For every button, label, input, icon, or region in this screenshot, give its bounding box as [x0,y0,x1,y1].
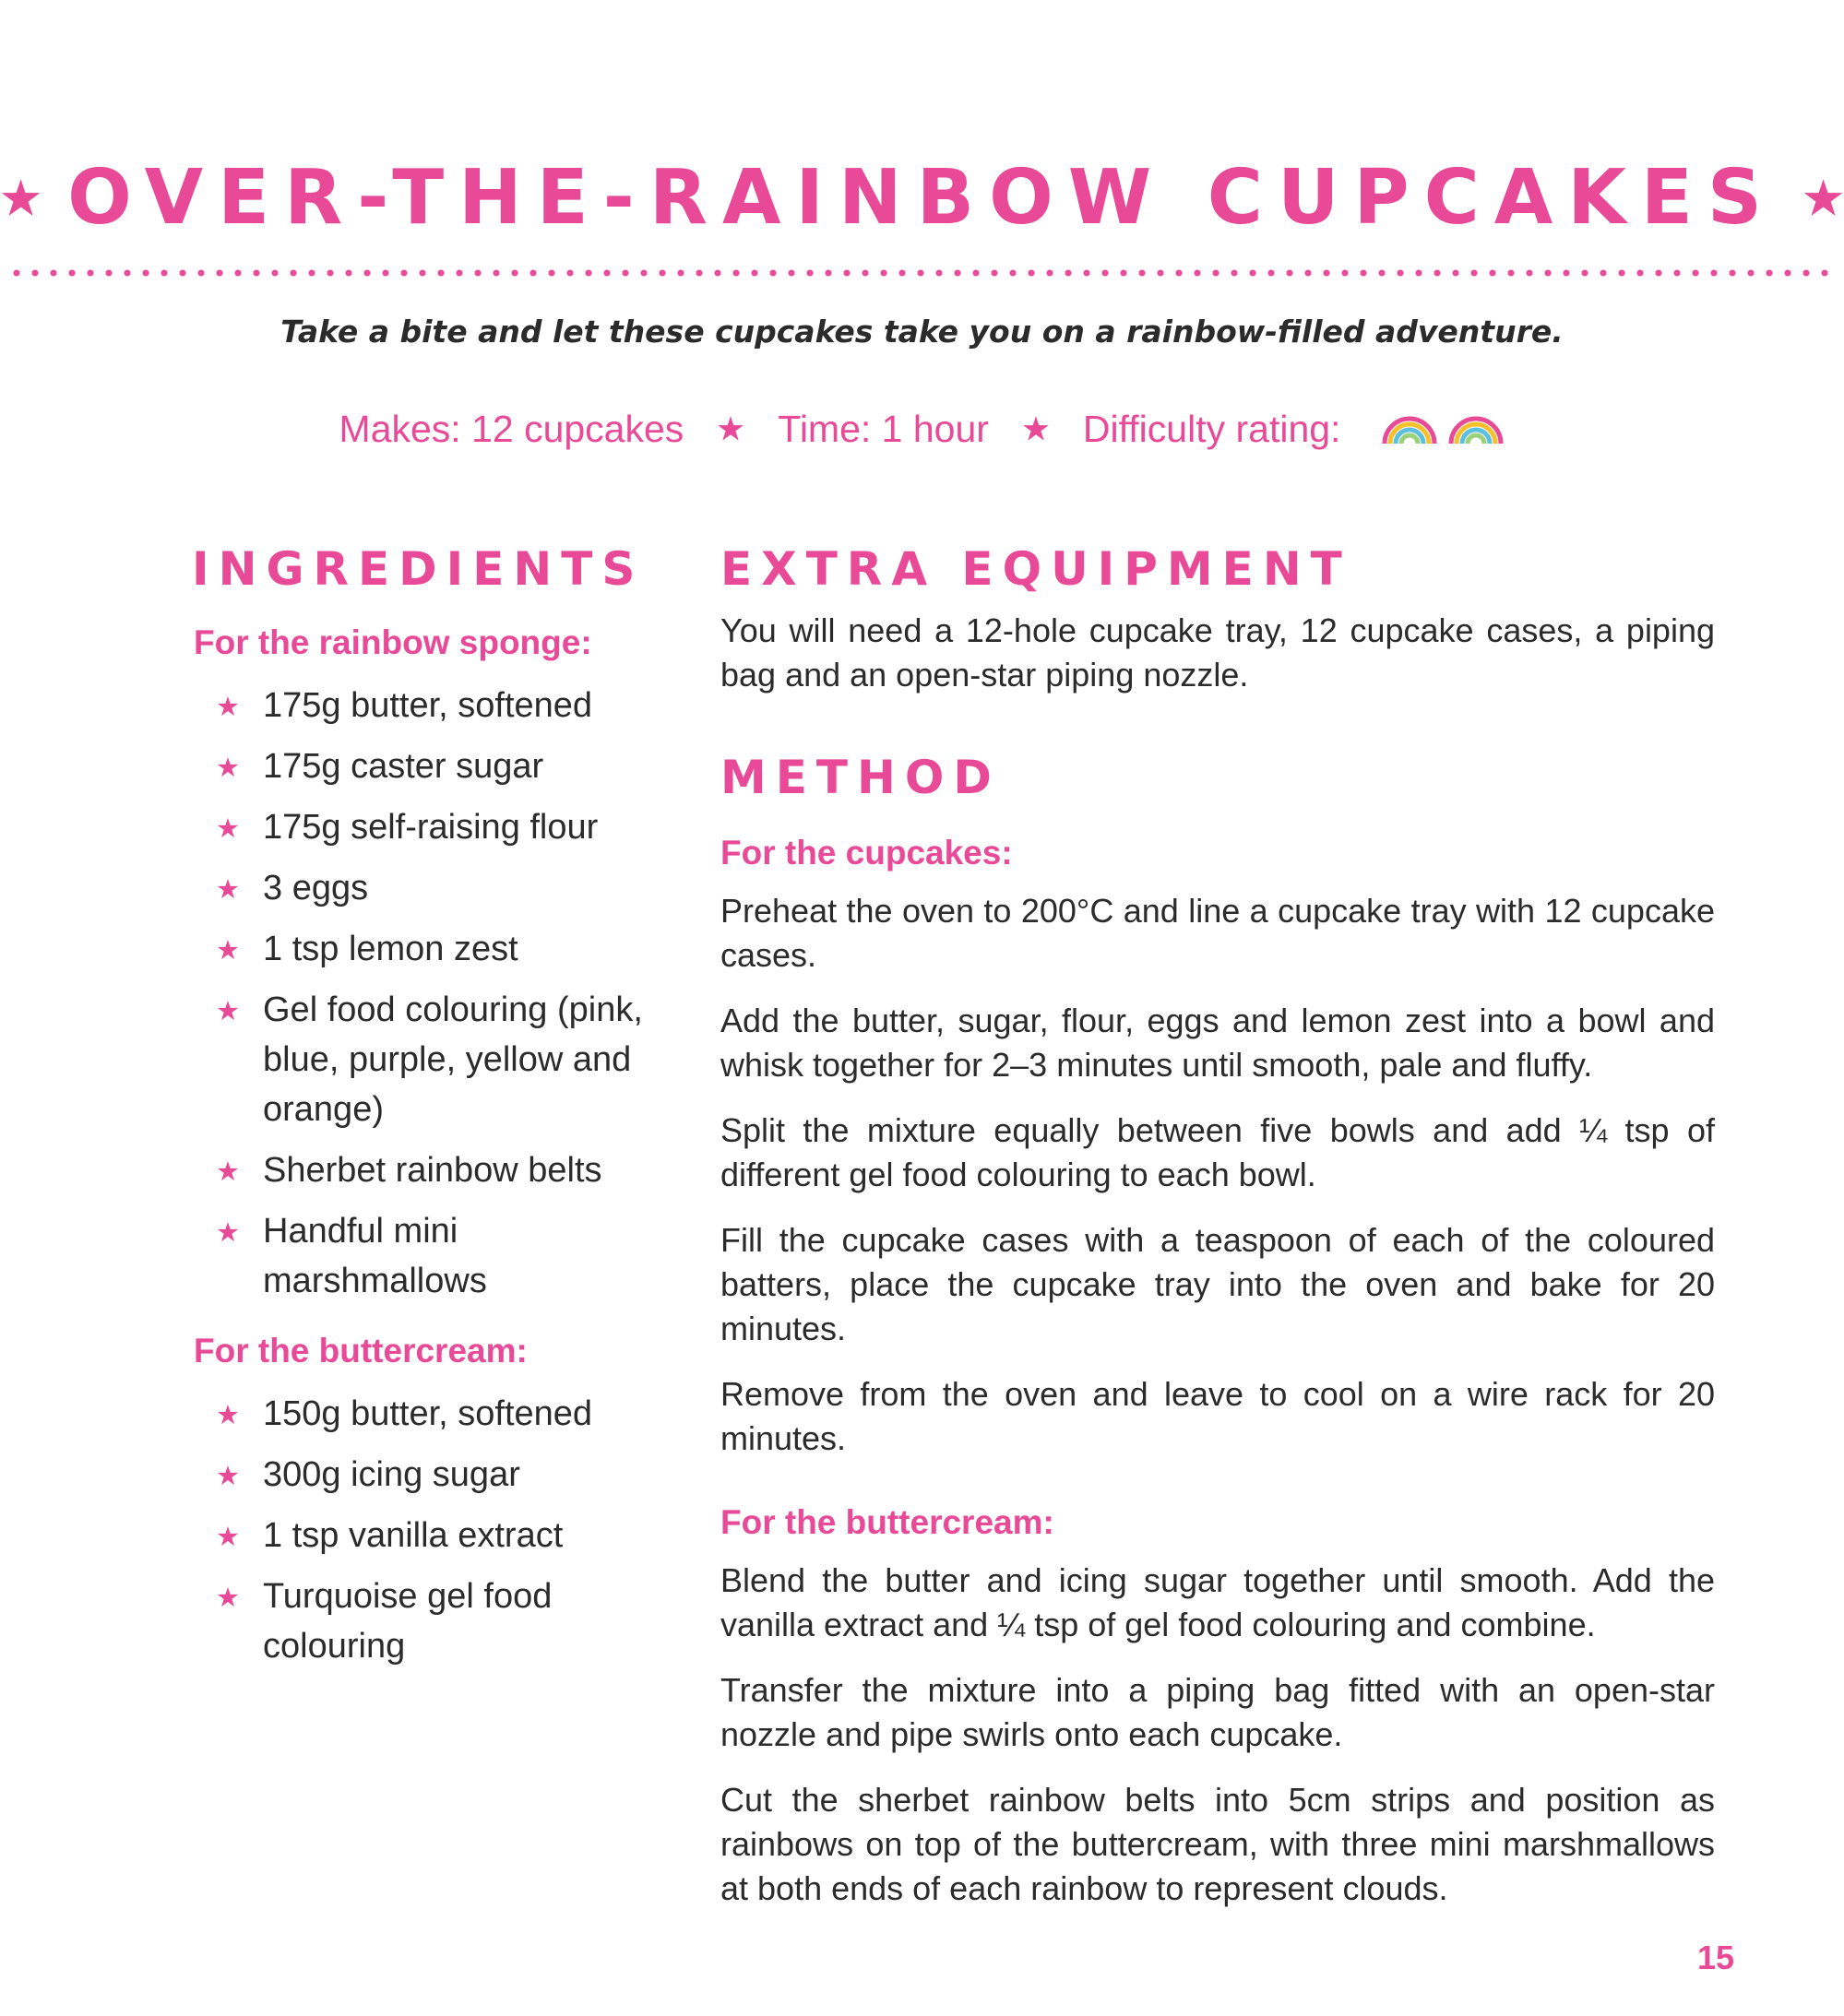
ingredient-text: 1 tsp lemon zest [263,930,518,968]
ingredient-text: 300g icing sugar [263,1455,520,1494]
method-step: Cut the sherbet rainbow belts into 5cm strips and position as rainbows on top of the buttercream, with three mini marshmallows at both ends of each rainbow to represent clouds. [720,1781,1715,1907]
title-row [0,148,1844,249]
time-label: Time: 1 hour [778,407,989,450]
sponge-heading: For the rainbow sponge: [194,623,592,661]
page-number: 15 [1696,1939,1734,1976]
buttercream-method-heading: For the buttercream: [720,1503,1054,1541]
method-step: Blend the butter and icing sugar together until smooth. Add the vanilla extract and ¼ tsp of gel food colouring and combine. [720,1561,1715,1643]
star-icon [717,415,744,443]
equipment-text: You will need a 12-hole cupcake tray, 12 cupcake cases, a piping bag and an open-star piping nozzle. [720,611,1715,694]
rainbow-icon [1381,412,1438,445]
ingredient-item [215,924,648,974]
ingredient-text: 3 eggs [263,869,369,907]
ingredients-heading: INGREDIENTS [192,542,645,596]
ingredient-text: 175g caster sugar [263,747,544,786]
ingredient-text: 1 tsp vanilla extract [263,1516,564,1555]
ingredient-item [215,1571,648,1671]
ingredient-text: Gel food colouring (pink, blue, purple, yellow and orange) [263,990,643,1129]
rainbow-icon [1447,412,1505,445]
cupcakes-method-steps [720,889,1715,1482]
star-icon [217,1160,239,1182]
page-title: OVER-THE-RAINBOW CUPCAKES [67,154,1777,242]
difficulty-rating [1381,412,1505,445]
equipment-heading: EXTRA EQUIPMENT [720,542,1351,596]
ingredient-item [215,681,648,730]
buttercream-ingredients-heading: For the buttercream: [194,1332,528,1370]
recipe-meta [0,398,1844,459]
method-step: Add the butter, sugar, flour, eggs and lemon zest into a bowl and whisk together for 2–3 minutes until smooth, pale and fluffy. [720,1002,1715,1084]
buttercream-method-steps [720,1559,1715,1932]
ingredient-item [215,1450,648,1500]
star-icon [217,695,239,717]
ingredient-item [215,802,648,852]
star-icon [217,939,239,961]
star-icon [217,1465,239,1487]
star-icon [217,878,239,900]
ingredient-item [215,1511,648,1560]
star-icon [217,1586,239,1608]
buttercream-ingredient-list [215,1389,648,1682]
tagline: Take a bite and let these cupcakes take you on a rainbow-filled adventure. [280,314,1564,350]
ingredient-item [215,1206,648,1306]
cupcakes-method-heading: For the cupcakes: [720,834,1013,872]
ingredient-text: Sherbet rainbow belts [263,1151,602,1190]
ingredient-item [215,985,648,1134]
difficulty-label: Difficulty rating: [1082,407,1341,450]
ingredient-text: Handful mini marshmallows [263,1212,487,1300]
sponge-ingredient-list [215,681,648,1317]
method-step: Split the mixture equally between five bowls and add ¼ tsp of different gel food colouring to each bowl. [720,1111,1715,1193]
ingredient-item [215,1389,648,1439]
star-icon [217,1525,239,1548]
star-icon [1022,415,1050,443]
method-step: Remove from the oven and leave to cool on a wire rack for 20 minutes. [720,1375,1715,1457]
star-icon [0,169,42,228]
ingredient-text: 175g self-raising flour [263,808,599,847]
method-heading: METHOD [720,751,1001,804]
star-icon [217,1221,239,1243]
star-icon [217,1404,239,1426]
ingredient-item [215,863,648,913]
ingredient-item [215,1145,648,1195]
ingredient-text: 175g butter, softened [263,686,593,725]
method-step: Transfer the mixture into a piping bag fitted with an open-star nozzle and pipe swirls onto each cupcake. [720,1671,1715,1753]
dotted-divider [7,267,1838,279]
star-icon [217,1000,239,1022]
makes-label: Makes: 12 cupcakes [339,407,684,450]
ingredient-text: 150g butter, softened [263,1394,593,1433]
ingredient-item [215,741,648,791]
star-icon [217,756,239,778]
ingredient-text: Turquoise gel food colouring [263,1577,553,1666]
method-step: Fill the cupcake cases with a teaspoon of each of the coloured batters, place the cupcake tray into the oven and bake for 20 minutes. [720,1221,1715,1347]
star-icon [217,817,239,839]
method-step: Preheat the oven to 200°C and line a cupcake tray with 12 cupcake cases. [720,892,1715,974]
star-icon [1802,169,1844,228]
